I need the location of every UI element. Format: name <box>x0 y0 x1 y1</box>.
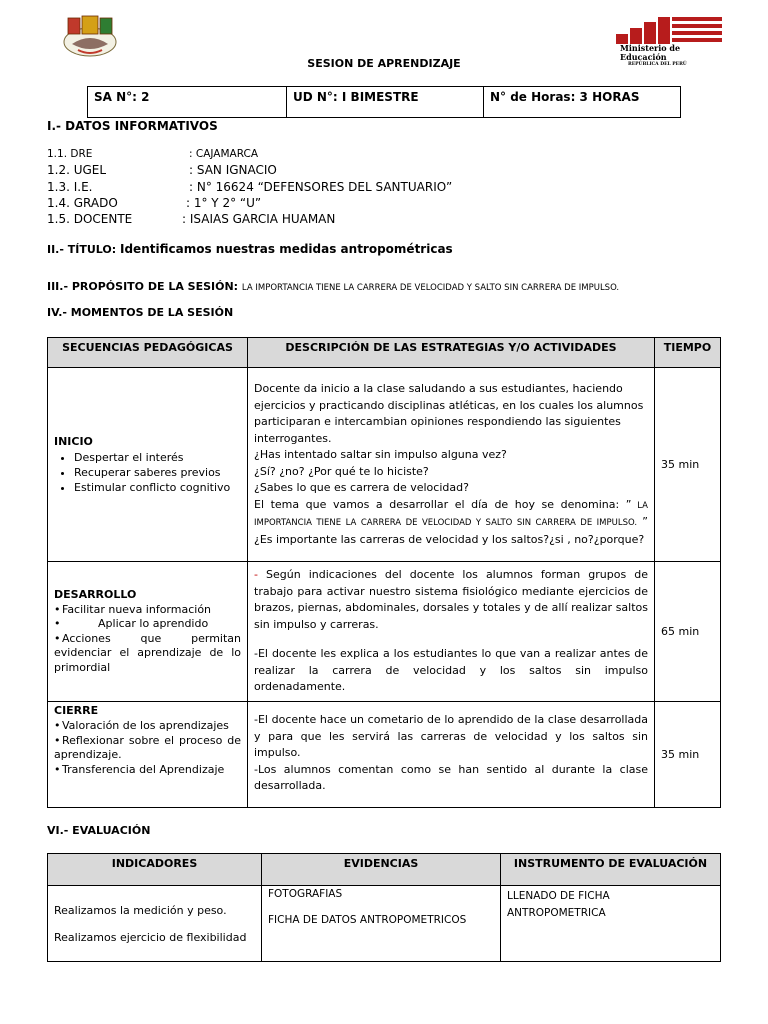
eval-header-indicadores: INDICADORES <box>48 854 262 886</box>
datos-row-ugel <box>47 163 277 177</box>
eval-indicadores-cell <box>48 886 262 962</box>
cierre-title: CIERRE <box>54 704 99 717</box>
desarrollo-time: 65 min <box>655 562 721 702</box>
ministry-sub: REPÚBLICA DEL PERÚ <box>628 62 687 67</box>
ministry-logo <box>612 14 724 67</box>
momentos-table <box>47 337 721 808</box>
section-proposito <box>47 275 619 294</box>
section-datos-title: I.- DATOS INFORMATIVOS <box>47 119 218 133</box>
inicio-desc-2: ¿Has intentado saltar sin impulso alguna vez? <box>254 448 507 461</box>
titulo-prefix: II.- TÍTULO: <box>47 243 120 256</box>
datos-value: : N° 16624 “DEFENSORES DEL SANTUARIO” <box>189 180 453 194</box>
inicio-desc-5b: LA IMPORTANCIA TIENE LA CARRERA DE VELOCIDAD Y SALTO SIN CARRERA DE IMPULSO. <box>254 500 648 528</box>
momentos-header-descripcion: DESCRIPCIÓN DE LAS ESTRATEGIAS Y/O ACTIVIDADES <box>248 338 655 368</box>
evaluacion-table <box>47 853 721 962</box>
datos-value: : ISAIAS GARCIA HUAMAN <box>182 212 336 226</box>
datos-label: 1.2. UGEL <box>47 163 107 177</box>
inicio-desc-5 <box>254 497 648 549</box>
eval-header-instrumento: INSTRUMENTO DE EVALUACIÓN <box>501 854 721 886</box>
cierre-item-3: Transferencia del Aprendizaje <box>62 762 225 776</box>
desarrollo-item-3: Acciones que permitan evidenciar el aprendizaje de lo primordial <box>54 631 241 674</box>
document-title: SESION DE APRENDIZAJE <box>307 57 461 70</box>
desarrollo-title: DESARROLLO <box>54 587 137 601</box>
list-item: • Aplicar lo aprendido <box>54 617 209 631</box>
evidencia-1: FOTOGRAFIAS <box>268 888 343 900</box>
desarrollo-desc-1 <box>254 567 648 633</box>
momentos-header-tiempo: TIEMPO <box>655 338 721 368</box>
hours-number: N° de Horas: 3 HORAS <box>484 87 681 118</box>
indicador-1: Realizamos la medición y peso. <box>54 903 227 917</box>
datos-value: : SAN IGNACIO <box>189 163 277 177</box>
inicio-desc-4: ¿Sabes lo que es carrera de velocidad? <box>254 481 469 494</box>
section-titulo <box>47 242 453 256</box>
ministry-name: Ministerio de Educación <box>620 43 681 62</box>
desarrollo-item-1: Facilitar nueva información <box>62 602 212 616</box>
desarrollo-item-2: Aplicar lo aprendido <box>98 617 209 631</box>
inicio-desc-3: ¿Sí? ¿no? ¿Por qué te lo hiciste? <box>254 464 429 478</box>
cierre-cell <box>48 702 248 808</box>
momento-row-desarrollo <box>48 562 721 702</box>
desarrollo-desc-1-text: Según indicaciones del docente los alumnos forman grupos de trabajo para activar nuestro sistema fisiológico mediante ejercicios de brazos, piernas, abdominales, dorsales y totales y de allí realizar saltos sin impulso y carreras. <box>254 568 648 631</box>
cierre-desc-1: -El docente hace un cometario de lo aprendido de la clase desarrollada y para que les servirá las carreras de velocidad y los saltos sin impulso. <box>254 713 648 759</box>
inicio-cell <box>48 368 248 562</box>
section-evaluacion-title: VI.- EVALUACIÓN <box>47 824 151 837</box>
cierre-item-1: Valoración de los aprendizajes <box>62 719 229 732</box>
instrumento-1: LLENADO DE FICHA <box>507 890 610 902</box>
cierre-time: 35 min <box>655 702 721 808</box>
cierre-desc-cell <box>248 702 655 808</box>
desarrollo-desc-cell <box>248 562 655 702</box>
session-header-table <box>87 86 681 118</box>
evidencia-2: FICHA DE DATOS ANTROPOMETRICOS <box>268 914 467 926</box>
indicador-2: Realizamos ejercicio de flexibilidad <box>54 930 247 944</box>
list-item: • Valoración de los aprendizajes <box>54 719 229 732</box>
list-item: • Estimular conflicto cognitivo <box>74 480 241 495</box>
datos-value: : CAJAMARCA <box>189 148 259 160</box>
eval-evidencias-cell <box>262 886 501 962</box>
inicio-desc-cell <box>248 368 655 562</box>
list-item: • Despertar el interés <box>74 450 241 465</box>
ud-number: UD N°: I BIMESTRE <box>287 87 484 118</box>
eval-instrumento-cell <box>501 886 721 962</box>
proposito-prefix: III.- PROPÓSITO DE LA SESIÓN: <box>47 280 242 293</box>
inicio-title: INICIO <box>54 434 93 448</box>
datos-row-dre <box>47 148 258 160</box>
datos-label: 1.1. DRE <box>47 148 93 160</box>
proposito-text: LA IMPORTANCIA TIENE LA CARRERA DE VELOCIDAD Y SALTO SIN CARRERA DE IMPULSO. <box>241 283 620 293</box>
inicio-desc-1: Docente da inicio a la clase saludando a sus estudiantes, haciendo ejercicios y practicando disciplinas atléticas, en los cuales los alumnos participaran e intercambian opiniones respondiendo las siguientes interrogantes. <box>254 382 644 445</box>
inicio-list <box>54 450 241 495</box>
sa-number: SA N°: 2 <box>88 87 287 118</box>
inicio-time: 35 min <box>655 368 721 562</box>
inicio-desc-5a: El tema que vamos a desarrollar el día de hoy se denomina: ” <box>254 497 632 511</box>
list-item: • Transferencia del Aprendizaje <box>54 762 225 776</box>
datos-label: 1.4. GRADO <box>47 196 118 210</box>
datos-value: : 1° Y 2° “U” <box>186 196 262 210</box>
cierre-desc-2: -Los alumnos comentan como se han sentido al durante la clase desarrollada. <box>254 762 648 792</box>
titulo-text: Identificamos nuestras medidas antropométricas <box>120 242 453 256</box>
instrumento-2: ANTROPOMETRICA <box>507 907 606 919</box>
datos-row-grado <box>47 196 261 210</box>
desarrollo-cell <box>48 562 248 702</box>
eval-row <box>48 886 721 962</box>
list-item: • Reflexionar sobre el proceso de aprendizaje. <box>54 733 241 761</box>
list-item: • Acciones que permitan evidenciar el aprendizaje de lo primordial <box>54 631 241 674</box>
school-crest-logo <box>62 14 118 58</box>
inicio-desc-5c: ” ¿Es importante las carreras de velocidad y los saltos?¿si , no?¿porque? <box>254 515 648 546</box>
eval-header-evidencias: EVIDENCIAS <box>262 854 501 886</box>
datos-row-docente <box>47 212 335 226</box>
cierre-item-2: Reflexionar sobre el proceso de aprendizaje. <box>54 733 241 761</box>
datos-row-ie <box>47 180 452 194</box>
momentos-header-secuencias: SECUENCIAS PEDAGÓGICAS <box>48 338 248 368</box>
list-item: • Facilitar nueva información <box>54 602 212 616</box>
section-momentos-title: IV.- MOMENTOS DE LA SESIÓN <box>47 306 234 319</box>
desarrollo-desc-2: -El docente les explica a los estudiantes lo que van a realizar antes de realizar la carrera de velocidad y los saltos sin impulso ordenadamente. <box>254 647 648 694</box>
datos-label: 1.3. I.E. <box>47 180 93 194</box>
desarrollo-dash: - <box>254 568 258 582</box>
momento-row-cierre <box>48 702 721 808</box>
momento-row-inicio <box>48 368 721 562</box>
list-item: • Recuperar saberes previos <box>74 465 241 480</box>
datos-label: 1.5. DOCENTE <box>47 212 133 226</box>
